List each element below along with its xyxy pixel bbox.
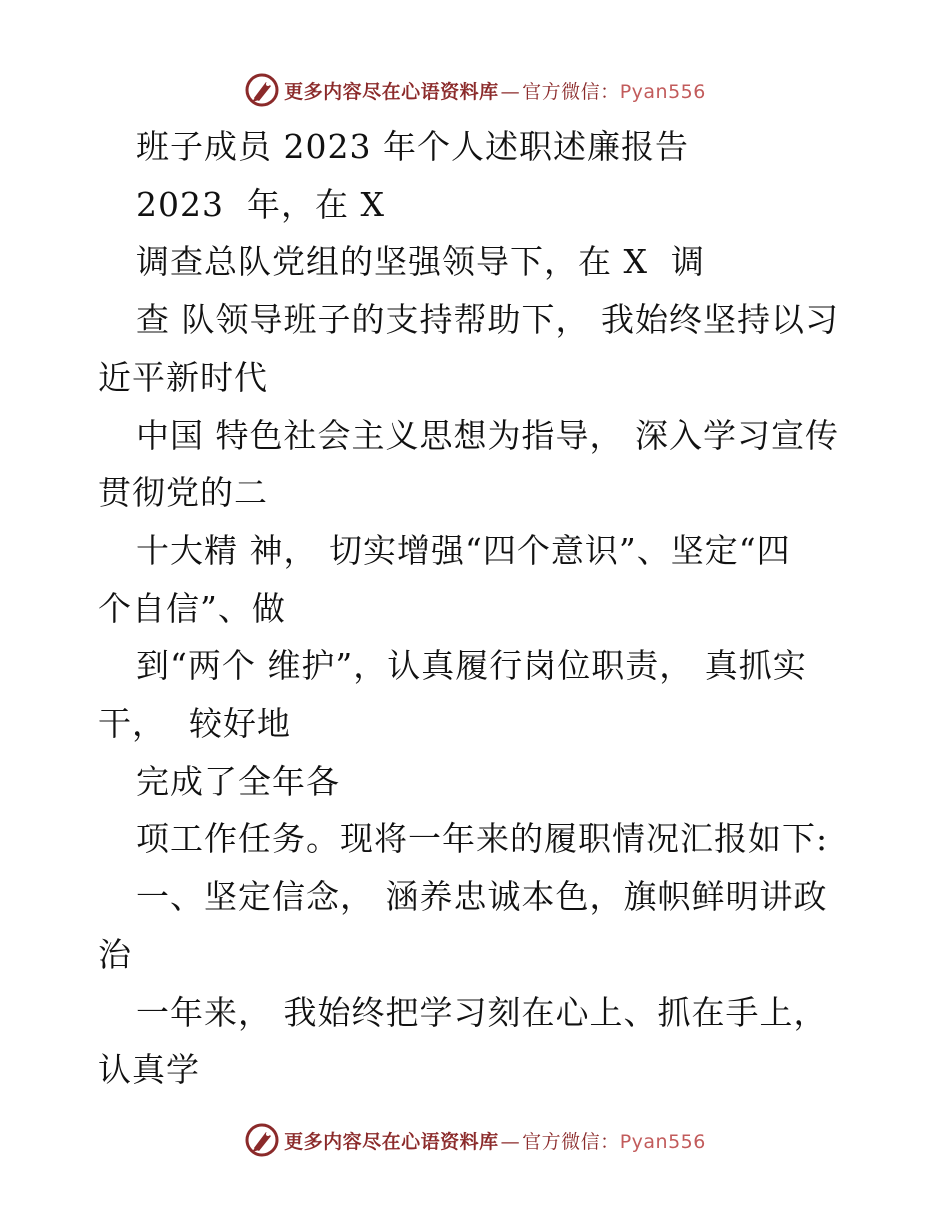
pen-nib-circle-icon	[244, 72, 280, 108]
banner-separator: —	[500, 1130, 521, 1153]
banner-separator: —	[500, 80, 521, 103]
document-line: 认真学	[98, 1050, 200, 1090]
document-line: 一、坚定信念， 涵养忠诚本色，旗帜鲜明讲政	[136, 877, 828, 917]
banner-text	[284, 77, 706, 104]
header-watermark-banner	[0, 70, 950, 110]
document-line: 项工作任务。现将一年来的履职情况汇报如下:	[136, 819, 829, 859]
document-line: 十大精 神， 切实增强“四个意识”、坚定“四	[136, 530, 791, 570]
banner-handle: Pyan556	[619, 80, 706, 103]
banner-site-text: 更多内容尽在心语资料库	[284, 80, 499, 103]
document-body	[98, 118, 858, 1099]
document-line: 一年来， 我始终把学习刻在心上、抓在手上，	[136, 992, 828, 1032]
banner-site-text: 更多内容尽在心语资料库	[284, 1130, 499, 1153]
document-line: 2023 年，在 X	[136, 184, 385, 224]
pen-nib-circle-icon	[244, 1122, 280, 1158]
document-line: 完成了全年各	[136, 761, 340, 801]
document-line: 干， 较好地	[98, 704, 291, 744]
banner-wechat-label: 官方微信：	[522, 1130, 620, 1153]
document-line: 贯彻党的二	[98, 473, 268, 513]
banner-handle: Pyan556	[619, 1130, 706, 1153]
banner-text	[284, 1127, 706, 1154]
document-line: 中国 特色社会主义思想为指导， 深入学习宣传	[136, 415, 839, 455]
document-line: 到“两个 维护”，认真履行岗位职责， 真抓实	[136, 646, 807, 686]
document-line: 调查总队党组的坚强领导下，在 X 调	[136, 242, 705, 282]
document-line: 班子成员 2023 年个人述职述廉报告	[136, 127, 689, 166]
footer-watermark-banner	[0, 1120, 950, 1160]
document-line: 治	[98, 934, 132, 974]
document-line: 个自信”、做	[98, 588, 286, 628]
banner-wechat-label: 官方微信：	[522, 80, 620, 103]
document-line: 近平新时代	[98, 357, 268, 397]
document-line: 查 队领导班子的支持帮助下， 我始终坚持以习	[136, 300, 839, 340]
